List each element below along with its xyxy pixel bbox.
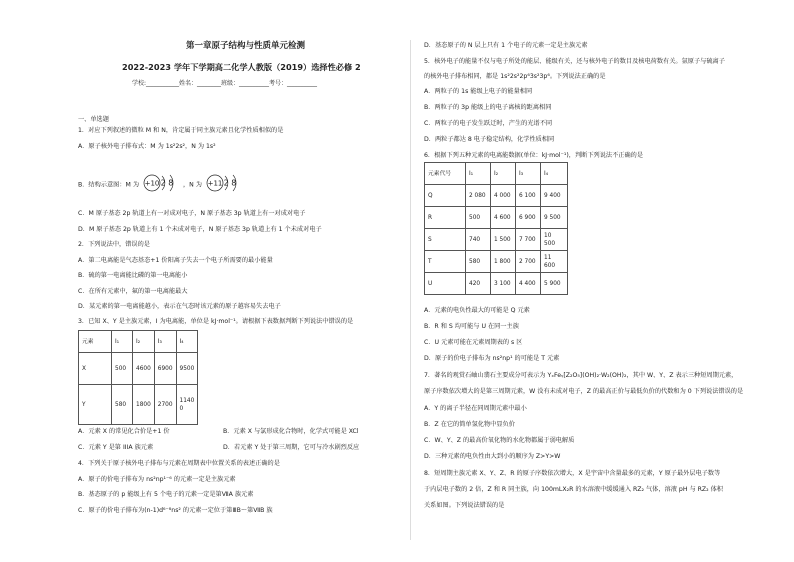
q7-stem-line1: 7．著名的观赏石岫山翡石主要成分可表示为 YₓFeᵧ[Z₂O₅](OH)₂·W₂(OH)₂，其中 W、Y、Z 表示三种短周期元素， <box>424 372 738 379</box>
q6-cell: 9 400 <box>541 185 568 207</box>
m-atom-structure-diagram <box>141 172 181 197</box>
q6-cell: 740 <box>466 229 491 251</box>
student-info-fields: 学校:___________姓名：________班级：__________考号：__________ <box>132 80 318 87</box>
q3-cell: 500 <box>112 353 133 385</box>
q3-cell: 2700 <box>154 385 176 425</box>
q3-th: I₄ <box>176 331 198 353</box>
q6-cell: 11 600 <box>541 251 568 273</box>
n-nucleus-label: +11 <box>207 179 223 188</box>
q4-option-a: A．原子的价电子排布为 ns²np¹⁻⁶ 的元素一定是主族元素 <box>78 476 236 483</box>
q6-th: I₄ <box>541 163 568 185</box>
q4-option-d: D．基态原子的 N 层上只有 1 个电子的元素一定是主族元素 <box>424 42 588 49</box>
q6-cell: 580 <box>466 251 491 273</box>
q1-option-d: D．M 原子基态 2p 轨道上有 1 个未成对电子，N 原子基态 3p 轨道上有 1 个未成对电子 <box>78 226 322 233</box>
table-row <box>425 273 568 295</box>
q1-option-b <box>78 172 244 197</box>
q2-stem: 2．下列说法中，错误的是 <box>78 241 150 248</box>
q6-cell: 3 100 <box>491 273 516 295</box>
q3-cell: 1140 0 <box>176 385 198 425</box>
q3-option-c: C．元素 Y 是第 IIIA 族元素 <box>78 444 154 451</box>
q1-stem: 1．对应下列叙述的微粒 M 和 N，肯定属于同主族元素且化学性质相似的是 <box>78 127 284 134</box>
q5-option-b: B．两粒子的 3p 能级上的电子离核的距离相同 <box>424 104 552 111</box>
q6-cell: 9 500 <box>541 207 568 229</box>
q6-table-header-row <box>425 163 568 185</box>
q4-option-b: B．基态原子的 p 能级上有 5 个电子的元素一定是第ⅦA 族元素 <box>78 491 254 498</box>
q6-stem: 6．根据下列五种元素的电离能数据(单位：kJ·mol⁻¹)，判断下列说法不正确的是 <box>424 152 644 159</box>
q3-option-b: B．元素 X 与氯形成化合物时，化学式可能是 XCl <box>223 428 359 435</box>
q3-ionization-table <box>78 330 198 425</box>
table-row <box>425 207 568 229</box>
m-nucleus-label: +10 <box>144 179 160 188</box>
q6-ionization-table <box>424 162 568 295</box>
q6-option-b: B．R 和 S 均可能与 U 在同一主族 <box>424 323 519 330</box>
q3-th: I₂ <box>133 331 155 353</box>
q8-stem-line1: 8．短周期主族元素 X、Y、Z、R 的原子序数依次增大，X 是宇宙中含量最多的元素，Y 原子最外层电子数等 <box>424 470 721 477</box>
q3-cell: Y <box>79 385 112 425</box>
q7-option-a: A．Y 的离子半径在同周期元素中最小 <box>424 405 527 412</box>
table-row <box>425 229 568 251</box>
q6-th: I₃ <box>516 163 541 185</box>
n-atom-structure-diagram <box>204 172 244 197</box>
q6-cell: 500 <box>466 207 491 229</box>
q3-cell: 4600 <box>133 353 155 385</box>
section-heading: 一、单选题 <box>78 116 109 123</box>
q7-option-c: C．W、Y、Z 的最高价氧化物的水化物都属于弱电解质 <box>424 437 575 444</box>
q2-option-b: B．硫的第一电离能比磷的第一电离能小 <box>78 272 188 279</box>
q5-stem-line1: 5．核外电子的能量不仅与电子所处的能层、能级有关，还与核外电子的数目及核电荷数有关。氩原子与硫离子 <box>424 58 725 65</box>
q6-cell: 1 500 <box>491 229 516 251</box>
q6-cell: 6 900 <box>516 207 541 229</box>
q2-option-a: A．第二电离能是气态基态+1 价阳离子失去一个电子所需要的最小能量 <box>78 257 273 264</box>
q6-cell: U <box>425 273 466 295</box>
q1-option-b-prefix: B．结构示意图：M 为 <box>78 181 140 189</box>
q6-cell: Q <box>425 185 466 207</box>
q5-option-a: A．两粒子的 1s 能级上电子的能量相同 <box>424 88 533 95</box>
q7-option-d: D．三种元素的电负性由大到小的顺序为 Z>Y>W <box>424 453 561 460</box>
q3-cell: 580 <box>112 385 133 425</box>
m-shell-electrons: 2 8 <box>160 178 174 188</box>
q6-cell: 4 000 <box>491 185 516 207</box>
table-row <box>425 185 568 207</box>
q5-option-c: C．两粒子的电子发生跃迁时，产生的光谱不同 <box>424 120 553 127</box>
exam-title: 第一章原子结构与性质单元检测 <box>186 41 306 51</box>
q3-option-d: D．若元素 Y 处于第三周期，它可与冷水剧烈反应 <box>223 444 360 451</box>
q3-cell: 9500 <box>176 353 198 385</box>
q8-stem-line3: 关系如图。下列说法错误的是 <box>424 502 505 509</box>
q3-cell: 6900 <box>154 353 176 385</box>
q6-th: I₁ <box>466 163 491 185</box>
q1-option-a: A．原子核外电子排布式：M 为 1s²2s²，N 为 1s² <box>78 143 216 150</box>
q6-option-a: A．元素的电负性最大的可能是 Q 元素 <box>424 307 530 314</box>
q6-cell: 10 500 <box>541 229 568 251</box>
q6-cell: 6 100 <box>516 185 541 207</box>
q3-stem: 3．已知 X、Y 是主族元素，I 为电离能，单位是 kJ·mol⁻¹。请根据下表数据判断下列说法中错误的是 <box>78 318 354 325</box>
table-row <box>425 251 568 273</box>
q6-cell: 1 800 <box>491 251 516 273</box>
q6-cell: 7 700 <box>516 229 541 251</box>
exam-subtitle: 2022-2023 学年下学期高二化学人教版（2019）选择性必修 2 <box>122 62 361 72</box>
q6-cell: 2 700 <box>516 251 541 273</box>
q3-th: 元素 <box>79 331 112 353</box>
q2-option-c: C．在所有元素中，氟的第一电离能最大 <box>78 288 188 295</box>
q3-th: I₁ <box>112 331 133 353</box>
q6-th: 元素代号 <box>425 163 466 185</box>
q8-stem-line2: 于内层电子数的 2 倍，Z 和 R 同主族，向 100mLX₂R 的水溶液中缓缓通入 RZ₂ 气体，溶液 pH 与 RZ₂ 体积 <box>424 486 723 493</box>
q4-option-c: C．原子的价电子排布为(n-1)d⁶⁻⁸ns² 的元素一定位于第ⅢB～第ⅦB 族 <box>78 507 273 514</box>
q3-cell: X <box>79 353 112 385</box>
n-shell-electrons: 2 8 <box>223 178 237 188</box>
q2-option-d: D．某元素的第一电离能越小，表示在气态时该元素的原子越容易失去电子 <box>78 303 281 310</box>
q6-cell: 4 400 <box>516 273 541 295</box>
q3-option-a: A．元素 X 的常见化合价是+1 价 <box>78 428 170 435</box>
q7-option-b: B．Z 在它的简单氢化物中显负价 <box>424 421 515 428</box>
q5-stem-line2: 的核外电子排布相同，都是 1s²2s²2p⁶3s²3p⁶。下列说法正确的是 <box>424 73 606 80</box>
table-row <box>79 385 198 425</box>
q6-cell: 420 <box>466 273 491 295</box>
q1-option-c: C．M 原子基态 2p 轨道上有一对成对电子，N 原子基态 3p 轨道上有一对成对电子 <box>78 210 306 217</box>
q6-cell: S <box>425 229 466 251</box>
q6-cell: 4 600 <box>491 207 516 229</box>
q6-option-d: D．原子的价电子排布为 ns²np¹ 的可能是 T 元素 <box>424 355 560 362</box>
q6-th: I₂ <box>491 163 516 185</box>
q6-cell: 2 080 <box>466 185 491 207</box>
q3-table-header-row <box>79 331 198 353</box>
q7-stem-line2: 原子序数依次增大的是第三周期元素，W 没有未成对电子，Z 的最高正价与最低负价的代数和为 0 下列说法错误的是 <box>424 388 744 395</box>
q4-stem: 4．下列关于原子核外电子排布与元素在周期表中位置关系的表述正确的是 <box>78 460 280 467</box>
column-divider <box>410 40 411 540</box>
q1-option-b-mid: ，N 为 <box>183 181 202 189</box>
q3-th: I₃ <box>154 331 176 353</box>
q3-cell: 1800 <box>133 385 155 425</box>
table-row <box>79 353 198 385</box>
q6-cell: T <box>425 251 466 273</box>
q6-cell: 5 900 <box>541 273 568 295</box>
q6-option-c: C．U 元素可能在元素周期表的 s 区 <box>424 339 523 346</box>
q5-option-d: D．两粒子都达 8 电子稳定结构，化学性质相同 <box>424 136 555 143</box>
q6-cell: R <box>425 207 466 229</box>
